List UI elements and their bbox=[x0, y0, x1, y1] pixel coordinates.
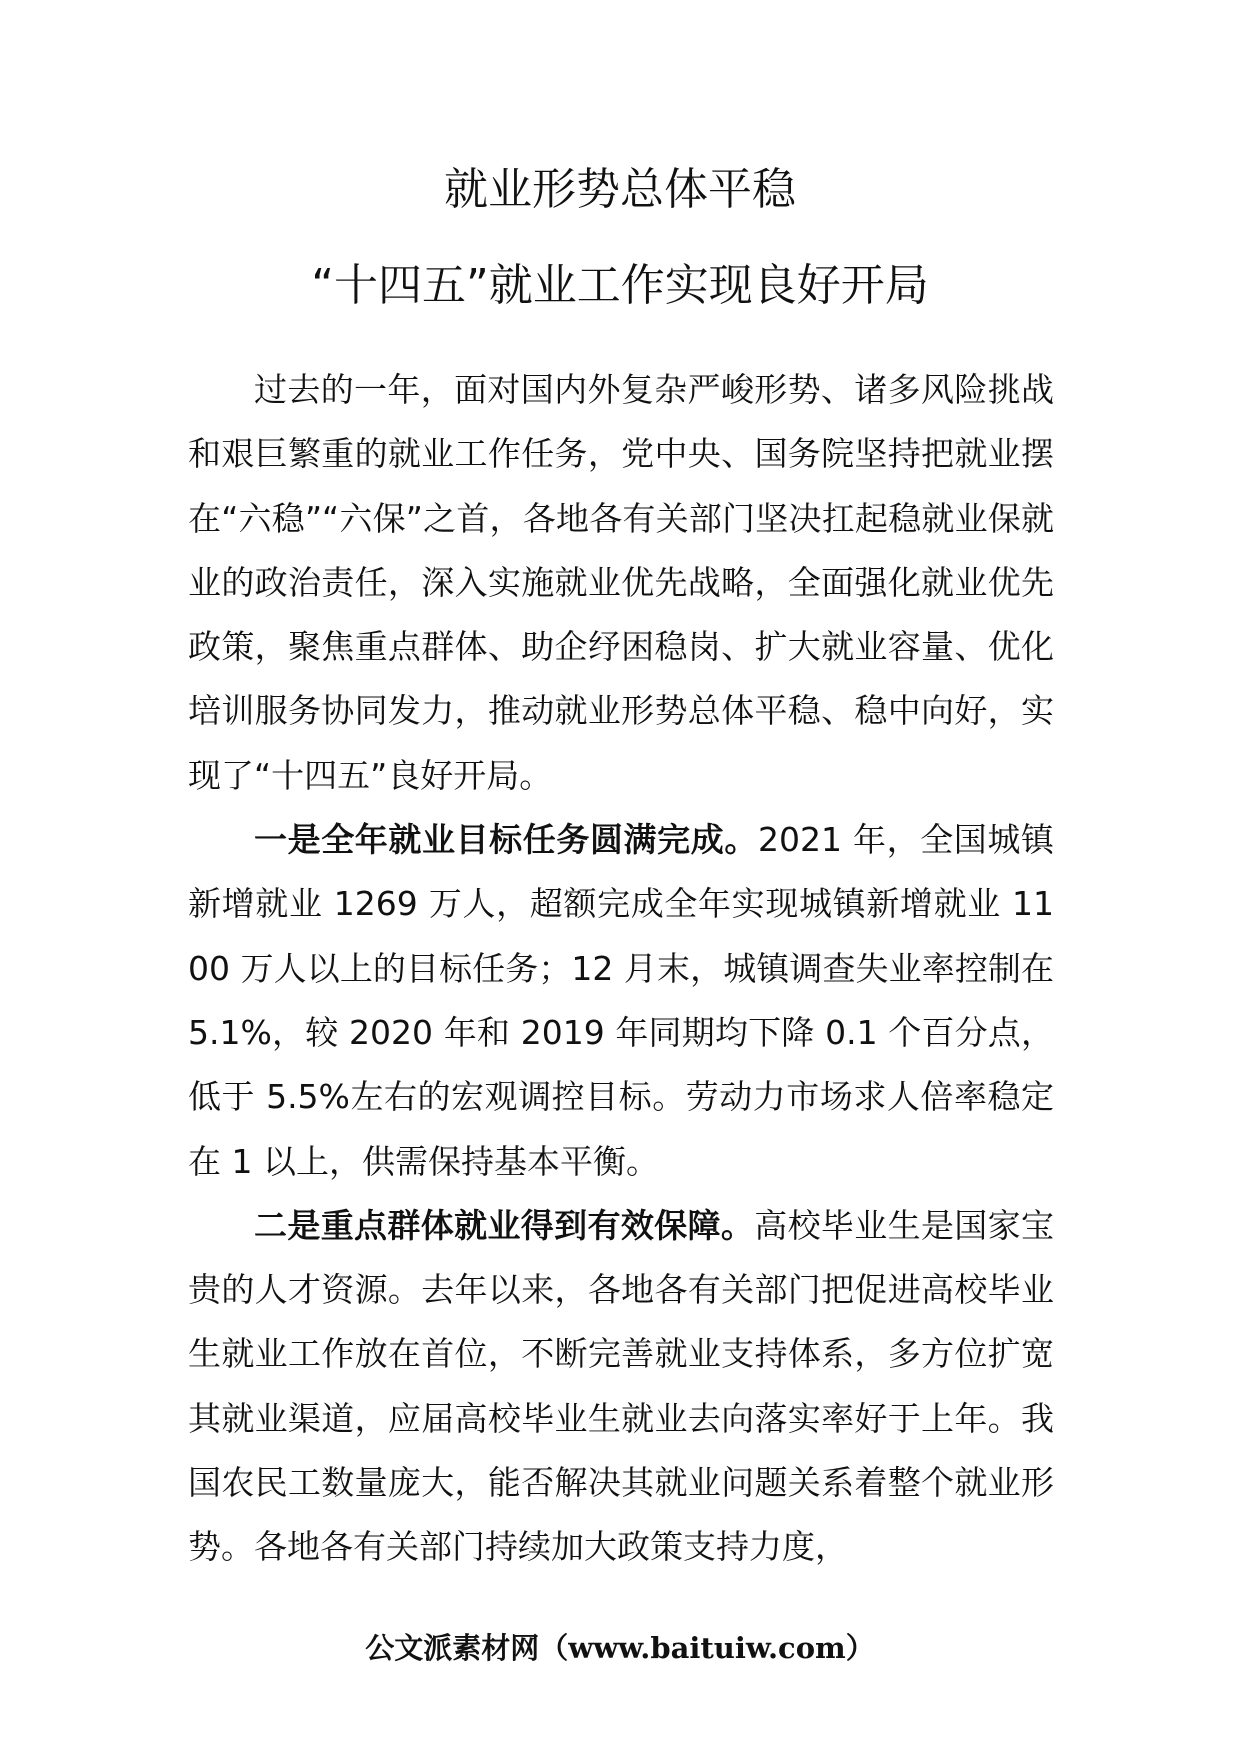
paragraph-text: 高校毕业生是国家宝贵的人才资源。去年以来，各地各有关部门把促进高校毕业生就业工作放在首位，不断完善就业支持体系，多方位扩宽其就业渠道，应届高校毕业生就业去向落实率好于上年。我国农民工数量庞大，能否解决其就业问题关系着整个就业形势。各地各有关部门持续加大政策支持力度， bbox=[188, 1205, 1055, 1567]
paragraph-key-groups bbox=[188, 1194, 1054, 1580]
paragraph-text: 2021 年，全国城镇新增就业 1269 万人，超额完成全年实现城镇新增就业 1100 万人以上的目标任务；12 月末，城镇调查失业率控制在 5.1%，较 2020 年和 2019 年同期均下降 0.1 个百分点，低于 5.5%左右的宏观调控目标。劳动力市场求人倍率稳定在 1 以上，供需保持基本平衡。 bbox=[188, 820, 1055, 1181]
title-line-1: 就业形势总体平稳 bbox=[444, 164, 796, 215]
footer-source: 公文派素材网（www.baituiw.com） bbox=[365, 1631, 875, 1665]
title-block bbox=[0, 160, 1240, 316]
paragraph-intro bbox=[188, 358, 1054, 808]
paragraph-lead: 一是全年就业目标任务圆满完成。 bbox=[254, 820, 758, 860]
body-text bbox=[188, 358, 1054, 1580]
paragraph-text: 过去的一年，面对国内外复杂严峻形势、诸多风险挑战和艰巨繁重的就业工作任务，党中央、国务院坚持把就业摆在“六稳”“六保”之首，各地各有关部门坚决扛起稳就业保就业的政治责任，深入实施就业优先战略，全面强化就业优先政策，聚焦重点群体、助企纾困稳岗、扩大就业容量、优化培训服务协同发力，推动就业形势总体平稳、稳中向好，实现了“十四五”良好开局。 bbox=[188, 370, 1054, 795]
paragraph-employment-targets bbox=[188, 808, 1054, 1194]
title-line-2: “十四五”就业工作实现良好开局 bbox=[311, 260, 929, 311]
paragraph-lead: 二是重点群体就业得到有效保障。 bbox=[254, 1205, 755, 1245]
